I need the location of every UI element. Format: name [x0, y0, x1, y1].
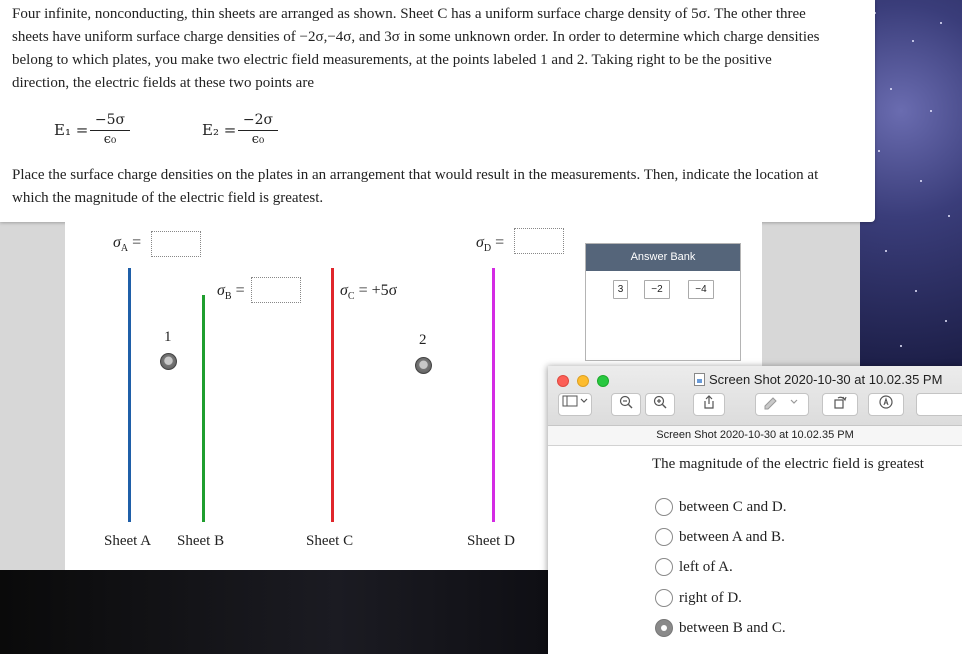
- e1-equation: [54, 112, 144, 156]
- search-field[interactable]: [916, 393, 962, 416]
- point-2-marker: [415, 357, 432, 374]
- preview-content: [548, 447, 962, 654]
- sheet-a-label: Sheet A: [104, 533, 152, 549]
- highlight-icon: [759, 394, 805, 410]
- document-icon: [694, 373, 705, 386]
- e1-numerator: −5σ: [90, 112, 130, 131]
- desktop-wallpaper: [860, 0, 962, 370]
- option-label: between C and D.: [679, 499, 787, 515]
- answer-chip-3[interactable]: 3: [613, 280, 628, 299]
- sigma-d-label: $\sigma_D$ =: [476, 234, 505, 255]
- e2-denominator: ϵ₀: [251, 132, 265, 147]
- sheet-d-label: Sheet D: [467, 533, 515, 549]
- e1-label: E₁ =: [54, 121, 89, 139]
- answer-chip-neg2[interactable]: −2: [644, 280, 670, 299]
- sheet-b-label: Sheet B: [177, 533, 225, 549]
- sigma-b-label: $\sigma_B$ =: [217, 282, 245, 303]
- question-intro: Four infinite, nonconducting, thin sheets are arranged as shown. Sheet C has a uniform surface charge density of 5σ. The other three sheets have uniform surface charge densities of −2σ,−4σ, and 3σ in some unknown order. In order to determine which charge densities belong to which plates, you make two electric field measurements, at the points labeled 1 and 2. Taking right to be the positive direction, the electric fields at these two points are: [12, 6, 820, 91]
- answer-bank-title: Answer Bank: [586, 244, 740, 271]
- sigma-a-label: $\sigma_A$ =: [113, 234, 142, 255]
- e1-denominator: ϵ₀: [103, 132, 117, 147]
- answer-bank: [585, 243, 741, 361]
- zoom-out-icon: [618, 394, 634, 410]
- radio-button[interactable]: [655, 498, 673, 516]
- radio-button-selected[interactable]: [655, 619, 673, 637]
- highlight-button[interactable]: [755, 393, 809, 416]
- answer-chip-neg4[interactable]: −4: [688, 280, 714, 299]
- radio-button[interactable]: [655, 589, 673, 607]
- sidebar-toggle-button[interactable]: [558, 393, 592, 416]
- sigma-a-drop-target[interactable]: [151, 231, 201, 257]
- option-label: between A and B.: [679, 529, 785, 545]
- mc-prompt: The magnitude of the electric field is greatest: [652, 456, 924, 472]
- sheet-b-line: [202, 295, 205, 522]
- radio-button[interactable]: [655, 528, 673, 546]
- sigma-d-drop-target[interactable]: [514, 228, 564, 254]
- radio-button[interactable]: [655, 558, 673, 576]
- point-1-label: 1: [164, 329, 172, 345]
- minimize-window-button[interactable]: [577, 375, 589, 387]
- share-button[interactable]: [693, 393, 725, 416]
- e2-numerator: −2σ: [238, 112, 278, 131]
- zoom-in-button[interactable]: [645, 393, 675, 416]
- sigma-b-drop-target[interactable]: [251, 277, 301, 303]
- sheet-d-line: [492, 268, 495, 522]
- rotate-icon: [832, 394, 848, 410]
- sidebar-toggle-icon: [561, 394, 589, 408]
- close-window-button[interactable]: [557, 375, 569, 387]
- window-title: Screen Shot 2020-10-30 at 10.02.35 PM: [694, 372, 942, 387]
- sheet-a-line: [128, 268, 131, 522]
- question-instruction: Place the surface charge densities on the plates in an arrangement that would result in the measurements. Then, indicate the location at which the magnitude of the electric field is greatest.: [12, 167, 819, 206]
- option-label: between B and C.: [679, 620, 786, 636]
- e2-label: E₂ =: [202, 121, 237, 139]
- document-title-bar: Screen Shot 2020-10-30 at 10.02.35 PM: [548, 426, 962, 446]
- point-1-marker: [160, 353, 177, 370]
- sheet-c-label: Sheet C: [306, 533, 354, 549]
- option-label: right of D.: [679, 590, 742, 606]
- point-2-label: 2: [419, 332, 427, 348]
- sheet-c-line: [331, 268, 334, 522]
- share-icon: [701, 394, 717, 410]
- zoom-in-icon: [652, 394, 668, 410]
- zoom-out-button[interactable]: [611, 393, 641, 416]
- preview-window: [548, 366, 962, 654]
- sigma-c-label: $\sigma_C = +5\sigma$: [340, 282, 398, 303]
- e2-equation: [202, 112, 292, 156]
- rotate-button[interactable]: [822, 393, 858, 416]
- zoom-window-button[interactable]: [597, 375, 609, 387]
- option-label: left of A.: [679, 559, 733, 575]
- question-panel: [0, 0, 875, 222]
- preview-titlebar[interactable]: [548, 366, 962, 426]
- markup-button[interactable]: [868, 393, 904, 416]
- markup-icon: [878, 394, 894, 410]
